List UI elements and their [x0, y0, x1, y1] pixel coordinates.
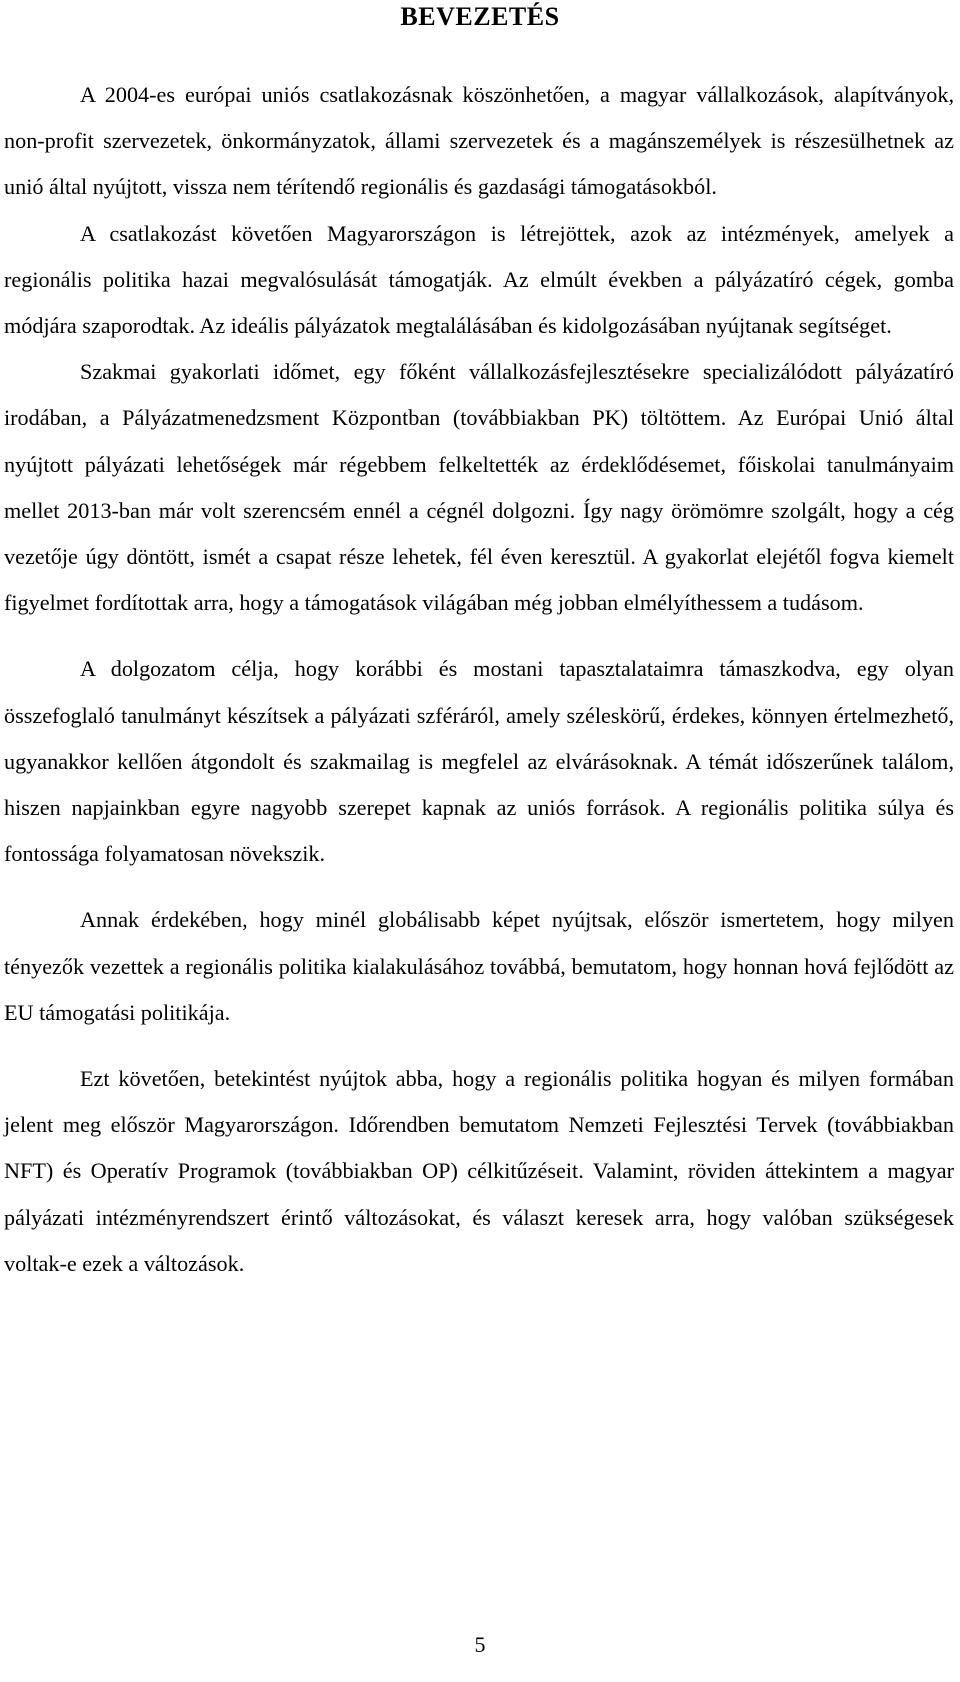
section-heading: BEVEZETÉS [400, 2, 560, 31]
body-text [4, 72, 954, 1287]
paragraph-institutions: A csatlakozást követően Magyarországon is létrejöttek, azok az intézmények, amelyek a regionális politika hazai megvalósulását támogatják. Az elmúlt években a pályázatíró cégek, gomba módjára szaporodtak. Az ideális pályázatok megtalálásában és kidolgozásában nyújtanak segítséget. [4, 220, 954, 339]
paragraph-overview: Annak érdekében, hogy minél globálisabb képet nyújtsak, először ismertetem, hogy milyen tényezők vezettek a regionális politika kialakulásához továbbá, bemutatom, hogy honnan hová fejlődött az EU támogatási politikája. [4, 907, 954, 1025]
paragraph-intro: A 2004-es európai uniós csatlakozásnak köszönhetően, a magyar vállalkozások, alapítványok, non-profit szervezetek, önkormányzatok, állami szervezetek és a magánszemélyek is részesülhetnek az unió által nyújtott, vissza nem térítendő regionális és gazdasági támogatásokból. [4, 82, 954, 200]
paragraph-internship: Szakmai gyakorlati időmet, egy főként vállalkozásfejlesztésekre specializálódott pályázatíró irodában, a Pályázatmenedzsment Központban (továbbiakban PK) töltöttem. Az Európai Unió által nyújtott pályázati lehetőségek már régebbem felkeltették az érdeklődésemet, főiskolai tanulmányaim mellet 2013-ban már volt szerencsém ennél a cégnél dolgozni. Így nagy örömömre szolgált, hogy a cég vezetője úgy döntött, ismét a csapat része lehetek, fél éven keresztül. A gyakorlat elejétől fogva kiemelt figyelmet fordítottak arra, hogy a támogatások világában még jobban elmélyíthessem a tudásom. [4, 359, 954, 616]
page-number: 5 [474, 1632, 486, 1657]
paragraph-hungary: Ezt követően, betekintést nyújtok abba, hogy a regionális politika hogyan és milyen formában jelent meg először Magyarországon. Időrendben bemutatom Nemzeti Fejlesztési Tervek (továbbiakban NFT) és Operatív Programok (továbbiakban OP) célkitűzéseit. Valamint, röviden áttekintem a magyar pályázati intézményrendszert érintő változásokat, és választ keresek arra, hogy valóban szükségesek voltak-e ezek a változások. [4, 1066, 954, 1276]
paragraph-aim: A dolgozatom célja, hogy korábbi és mostani tapasztalataimra támaszkodva, egy olyan összefoglaló tanulmányt készítsek a pályázati szféráról, amely széleskörű, érdekes, könnyen értelmezhető, ugyanakkor kellően átgondolt és szakmailag is megfelel az elvárásoknak. A témát időszerűnek találom, hiszen napjainkban egyre nagyobb szerepet kapnak az uniós források. A regionális politika súlya és fontossága folyamatosan növekszik. [4, 656, 954, 867]
